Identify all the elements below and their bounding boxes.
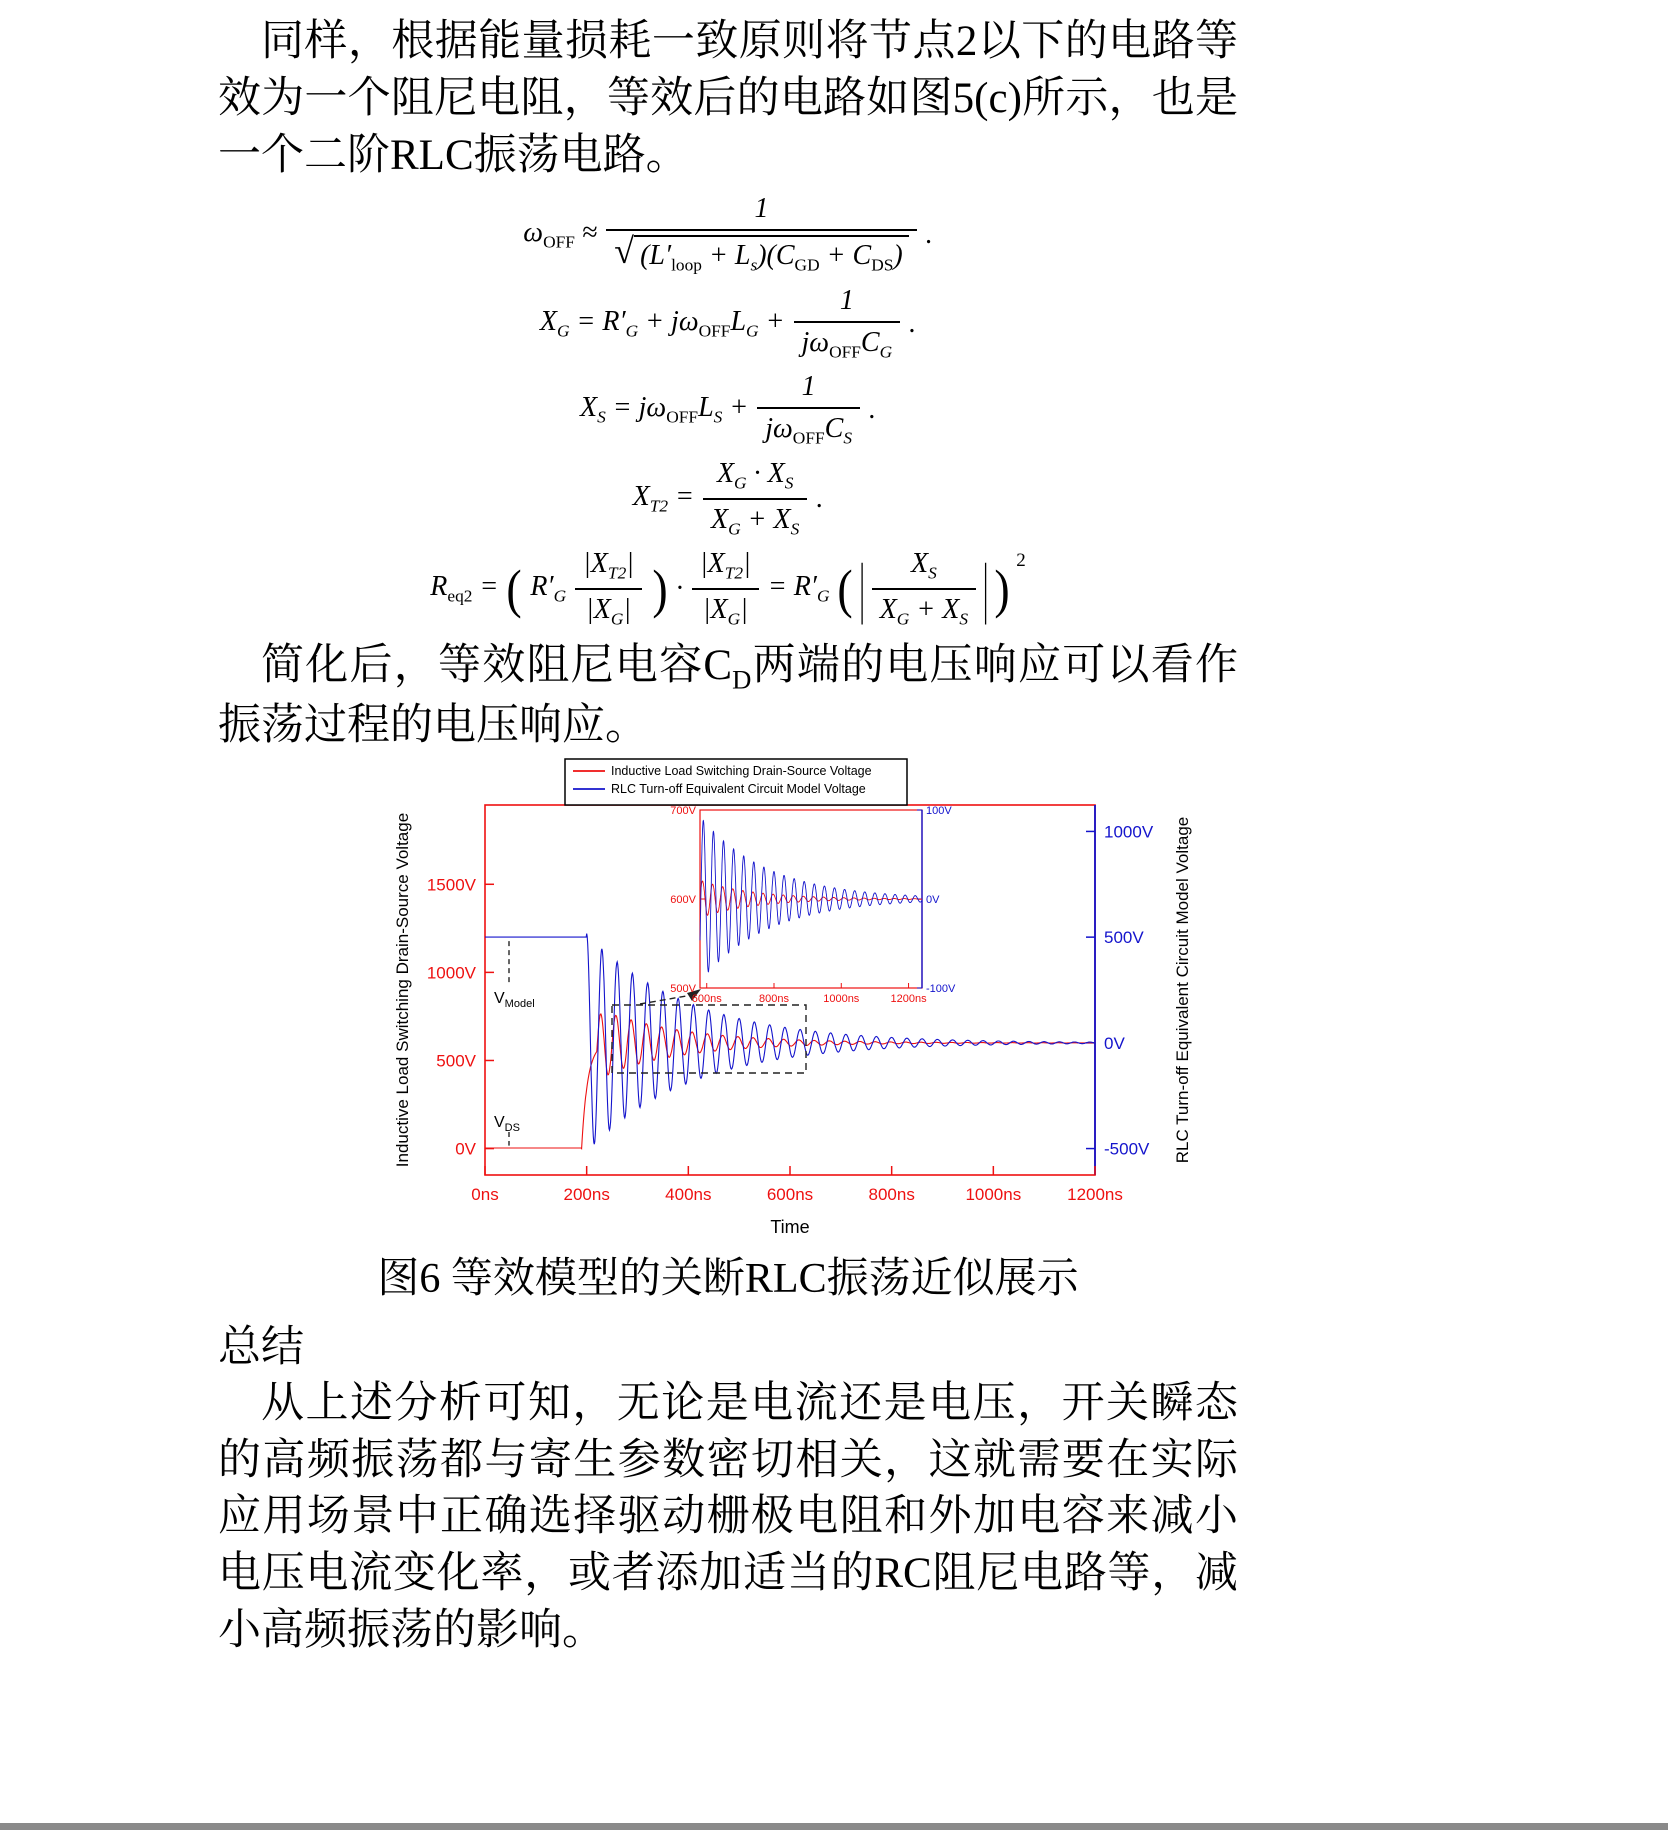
inset-right-tick-label: -100V	[926, 982, 956, 995]
zoom-arrow-line	[640, 995, 692, 1004]
inset-x-tick-label: 1000ns	[823, 992, 860, 1005]
left-paren: (	[837, 558, 854, 619]
legend-label: RLC Turn-off Equivalent Circuit Model Voltage	[611, 781, 866, 796]
abs-bar: |	[859, 549, 865, 626]
eq3-lhs: $X_S = j\omega_{OFF}L_S$ +	[579, 392, 749, 428]
inset-left-tick-label: 500V	[670, 982, 696, 995]
abs-bar: |	[983, 549, 989, 626]
page-bottom-edge	[0, 1823, 1668, 1830]
radical-sign: √	[614, 231, 635, 272]
right-axis-tick-label: -500V	[1104, 1139, 1150, 1159]
right-axis-tick-label: 0V	[1104, 1033, 1125, 1053]
x-axis-tick-label: 0ns	[471, 1184, 499, 1204]
x-axis-tick-label: 1000ns	[965, 1184, 1022, 1204]
right-axis-tick-label: 500V	[1104, 928, 1144, 948]
eq4-lhs: $X_{T2}$ =	[632, 480, 694, 516]
right-paren: )	[652, 558, 668, 619]
equation-req2	[218, 548, 1238, 629]
equation-block	[218, 193, 1238, 629]
paragraph-1: 同样，根据能量损耗一致原则将节点2以下的电路等效为一个阻尼电阻，等效后的电路如图5(c)所示，也是一个二阶RLC振荡电路。	[218, 18, 1238, 179]
paragraph-3: 从上述分析可知，无论是电流还是电压，开关瞬态的高频振荡都与寄生参数密切相关，这就需要在实际应用场景中正确选择驱动栅极电阻和外加电容来减小电压电流变化率，或者添加适当的RC阻尼电路等，减小高频振荡的影响。	[218, 1379, 1238, 1654]
document-column	[218, 0, 1238, 1660]
left-axis-tick-label: 1500V	[426, 875, 476, 895]
x-axis-tick-label: 600ns	[766, 1184, 814, 1204]
figure-caption: 图6 等效模型的关断RLC振荡近似展示	[377, 1255, 1079, 1302]
x-axis-tick-label: 400ns	[665, 1184, 712, 1204]
eq3-tail: .	[869, 394, 877, 426]
left-axis-tick-label: 1000V	[426, 963, 476, 983]
inset-x-tick-label: 800ns	[759, 992, 789, 1005]
equation-xs	[218, 371, 1238, 449]
square-root: √ $(L'_{loop} + L_s)(C_{GD} + C_{DS})$	[614, 235, 908, 276]
eq5-dot: ·	[675, 572, 683, 604]
equation-xt2	[218, 458, 1238, 539]
vmodel-label: $V_{Model}$	[494, 989, 535, 1010]
summary-heading: 总结	[218, 1323, 304, 1371]
equation-omega-off	[218, 193, 1238, 276]
eq5-fraction-2: $\frac{|X_{T2}|}{|X_G|}$	[692, 548, 759, 629]
legend-label: Inductive Load Switching Drain-Source Voltage	[611, 763, 872, 778]
rlc-oscillation-chart	[0, 755, 1668, 1243]
eq1-tail: .	[925, 218, 933, 250]
x-axis-tick-label: 200ns	[563, 1184, 610, 1204]
x-axis-tick-label: 1200ns	[1067, 1184, 1123, 1204]
right-axis-title: RLC Turn-off Equivalent Circuit Model Voltage	[1173, 816, 1192, 1164]
right-axis-tick-label: 1000V	[1104, 822, 1154, 842]
eq5-lhs: $R_{eq2}$ =	[430, 571, 499, 606]
eq4-fraction: $\frac{X_G \cdot X_S}{X_G + X_S}$	[703, 458, 807, 539]
inset-left-tick-label: 600V	[670, 893, 696, 906]
eq5-fraction-3: $\frac{X_S}{X_G + X_S}$	[872, 548, 976, 629]
left-axis-tick-label: 0V	[455, 1139, 476, 1159]
eq2-lhs: $X_G = R'_G + j\omega_{OFF}L_G$ +	[539, 305, 785, 341]
inset-left-tick-label: 700V	[670, 804, 696, 817]
eq1-lhs: $\omega_{OFF}$ ≈	[523, 216, 598, 252]
inset-right-tick-label: 0V	[926, 893, 940, 906]
x-axis-tick-label: 800ns	[868, 1184, 915, 1204]
zoom-region-rect	[612, 1005, 806, 1073]
series-VDS	[485, 1014, 1095, 1149]
vds-label: $V_{DS}$	[494, 1113, 520, 1134]
left-axis-tick-label: 500V	[436, 1051, 476, 1071]
figure-6	[0, 755, 1668, 1243]
right-paren: )	[994, 558, 1010, 619]
eq5-fraction-1: $\frac{|X_{T2}|}{|X_G|}$	[575, 548, 642, 629]
eq2-fraction: $\frac{1}{j\omega_{OFF}C_G}$	[794, 285, 901, 363]
inset-right-tick-label: 100V	[926, 804, 952, 817]
eq3-fraction: $\frac{1}{j\omega_{OFF}C_S}$	[757, 371, 860, 449]
equation-xg	[218, 285, 1238, 363]
x-axis-title: Time	[770, 1216, 810, 1237]
left-axis-title: Inductive Load Switching Drain-Source Voltage	[393, 812, 412, 1168]
exponent: 2	[1016, 550, 1026, 572]
eq1-fraction: 1 √ $(L'_{loop} + L_s)(C_{GD} + C_{DS})$	[606, 193, 916, 276]
eq5-rhs: = $R'_G$	[767, 571, 830, 606]
paragraph-2: 简化后，等效阻尼电容$C_D$两端的电压响应可以看作振荡过程的电压响应。	[218, 642, 1239, 750]
eq4-tail: .	[816, 482, 824, 514]
eq5-rg: $R'_G$	[530, 571, 567, 606]
inset-x-tick-label: 600ns	[691, 992, 722, 1005]
left-paren: (	[506, 558, 522, 619]
eq2-tail: .	[909, 307, 917, 339]
inset-x-tick-label: 1200ns	[890, 992, 927, 1005]
